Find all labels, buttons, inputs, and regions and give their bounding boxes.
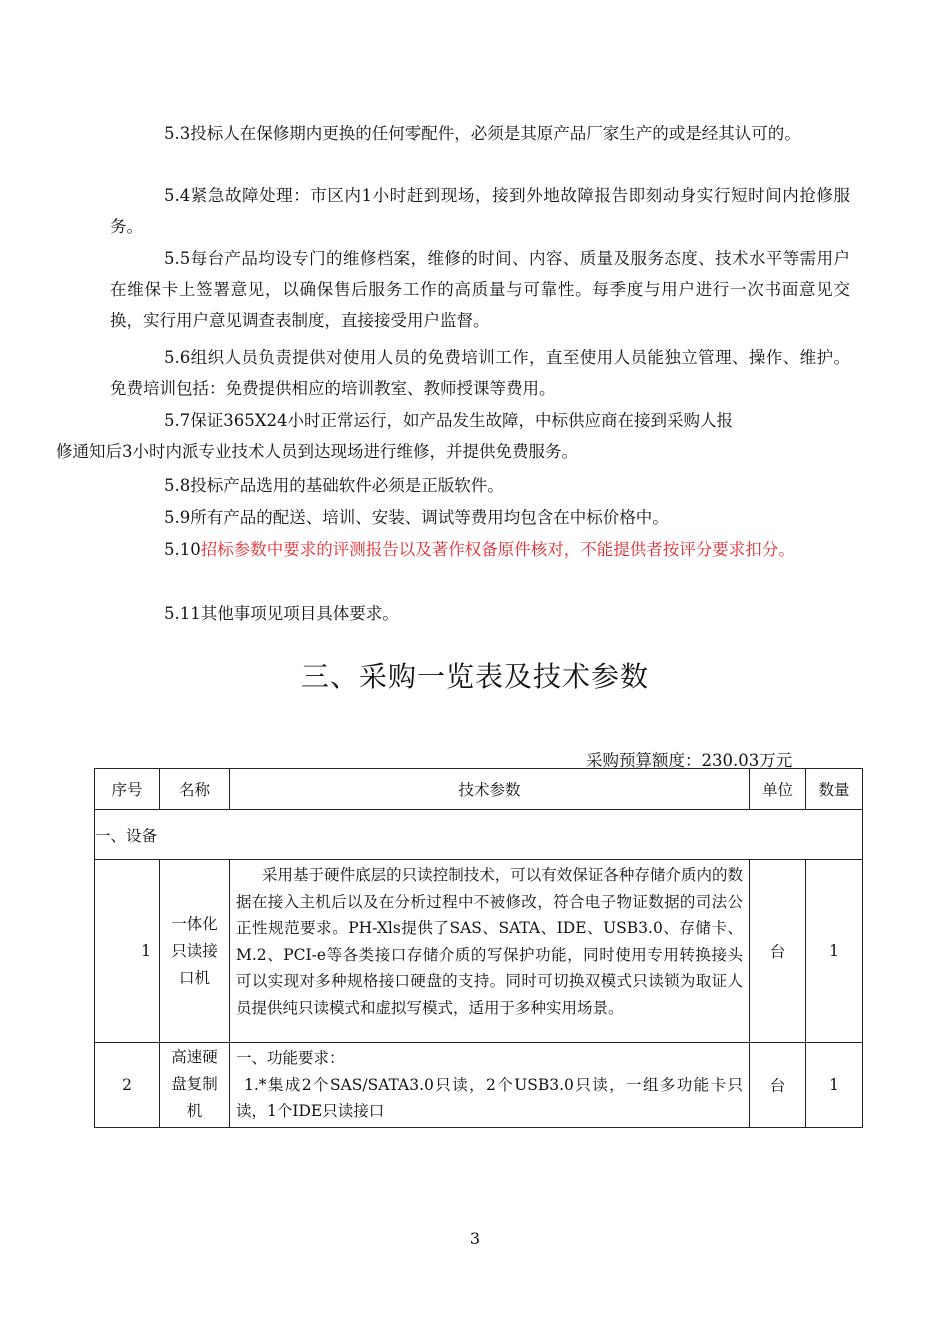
table-row: [95, 860, 863, 1043]
row-name-line: 只读接: [171, 941, 218, 960]
row-name: [160, 860, 230, 1043]
header-num: 序号: [95, 769, 160, 810]
row-name-line: 口机: [178, 968, 210, 987]
header-unit: 单位: [750, 769, 806, 810]
paragraph-5-10-highlight: 招标参数中要求的评测报告以及著作权备原件核对，不能提供者按评分要求扣分。: [200, 540, 795, 559]
header-qty: 数量: [806, 769, 863, 810]
table-group-row: [95, 810, 863, 860]
row-param-item: 1.*集成2个SAS/SATA3.0只读，2个USB3.0只读，一组多功能卡只读，1个IDE只读接口: [236, 1075, 743, 1120]
row-param: [230, 1043, 750, 1128]
procurement-table: [94, 768, 863, 1128]
row-qty: 1: [806, 1043, 863, 1128]
group-label: 一、设备: [95, 810, 863, 860]
paragraph-5-6: 5.6组织人员负责提供对使用人员的免费培训工作，直至使用人员能独立管理、操作、维护。免费培训包括：免费提供相应的培训教室、教师授课等费用。: [110, 348, 850, 398]
row-param-heading: 一、功能要求：: [236, 1049, 345, 1067]
row-qty: 1: [806, 860, 863, 1043]
row-name-line: 机: [186, 1102, 203, 1121]
page-number: 3: [469, 1229, 481, 1248]
paragraph-5-3: 5.3投标人在保修期内更换的任何零配件，必须是其原产品厂家生产的或是经其认可的。: [164, 124, 801, 143]
paragraph-5-7: [56, 405, 850, 467]
paragraph-5-5: 5.5每台产品均设专门的维修档案，维修的时间、内容、质量及服务态度、技术水平等需用户在维保卡上签署意见，以确保售后服务工作的高质量与可靠性。每季度与用户进行一次书面意见交换，实行用户意见调查表制度，直接接受用户监督。: [110, 249, 850, 330]
row-param: 采用基于硬件底层的只读控制技术，可以有效保证各种存储介质内的数据在接入主机后以及在分析过程中不被修改，符合电子物证数据的司法公正性规范要求。PH-Xls提供了SAS、SATA、IDE、USB3.0、存储卡、M.2、PCI-e等各类接口存储介质的写保护功能，同时使用专用转换接头可以实现对多种规格接口硬盘的支持。同时可切换双模式只读锁为取证人员提供纯只读模式和虚拟写模式，适用于多种实用场景。: [230, 860, 750, 1043]
row-unit: 台: [750, 1043, 806, 1128]
header-param: 技术参数: [230, 769, 750, 810]
row-num: 1: [95, 860, 160, 1043]
budget-amount: 采购预算额度：230.03万元: [586, 751, 793, 770]
paragraph-5-7-line1: 5.7保证365X24小时正常运行，如产品发生故障，中标供应商在接到采购人报: [164, 411, 733, 430]
row-name-line: 盘复制: [171, 1075, 218, 1094]
row-name-line: 一体化: [171, 914, 218, 933]
paragraph-5-4: 5.4紧急故障处理：市区内1小时赶到现场，接到外地故障报告即刻动身实行短时间内抢修服务。: [110, 186, 850, 236]
section-title: 三、采购一览表及技术参数: [300, 660, 649, 693]
table-header-row: [95, 769, 863, 810]
paragraph-5-9: 5.9所有产品的配送、培训、安装、调试等费用均包含在中标价格中。: [164, 508, 669, 527]
paragraph-5-11: 5.11其他事项见项目具体要求。: [164, 604, 399, 623]
paragraph-5-10-number: 5.10: [164, 540, 201, 559]
row-name-line: 高速硬: [171, 1048, 218, 1067]
paragraph-5-7-line2: 修通知后3小时内派专业技术人员到达现场进行维修，并提供免费服务。: [56, 442, 578, 461]
table-row: [95, 1043, 863, 1128]
paragraph-5-8: 5.8投标产品选用的基础软件必须是正版软件。: [164, 476, 504, 495]
row-unit: 台: [750, 860, 806, 1043]
paragraph-5-10: [110, 534, 850, 565]
row-name: [160, 1043, 230, 1128]
header-name: 名称: [160, 769, 230, 810]
row-num: 2: [95, 1043, 160, 1128]
